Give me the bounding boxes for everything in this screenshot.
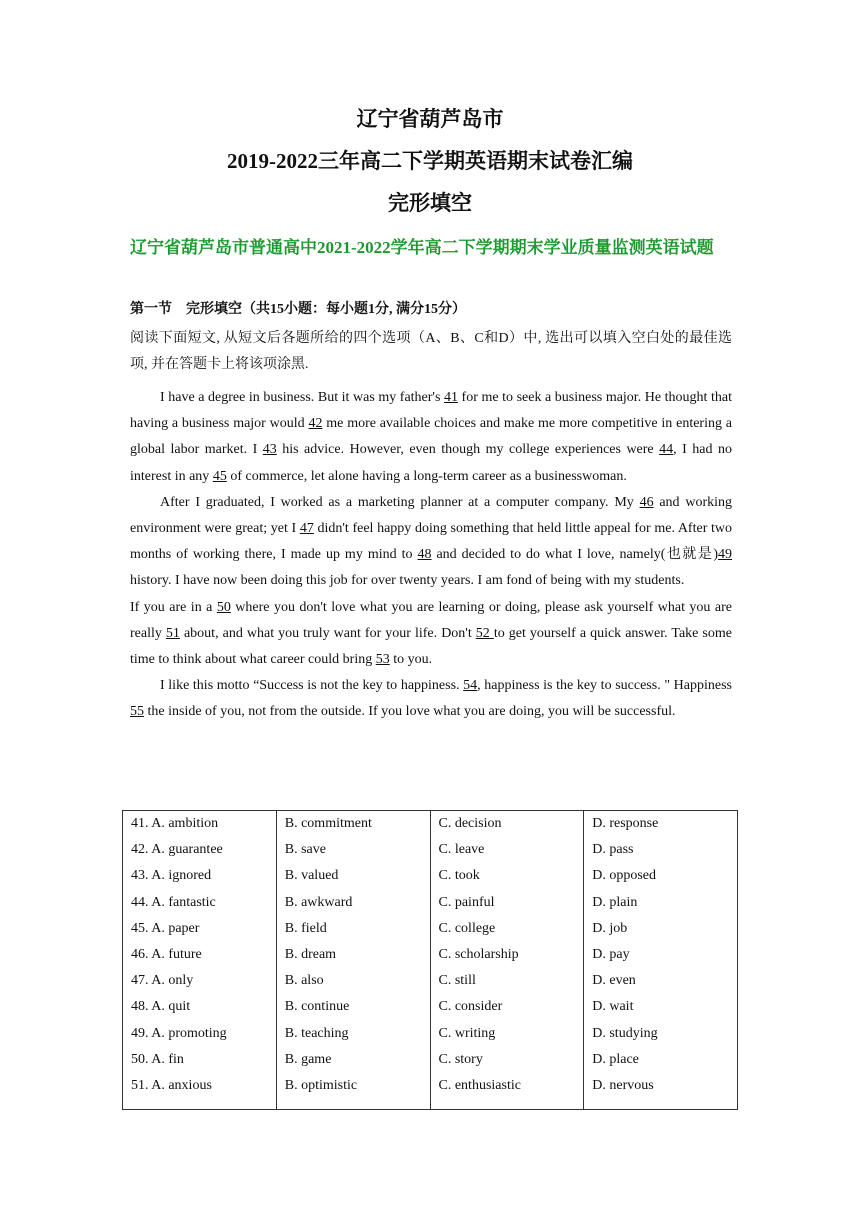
option-row [123, 942, 738, 968]
option-cell: 50. A. fin [123, 1047, 277, 1073]
option-cell: D. pay [584, 942, 738, 968]
passage-text: and working environment were great; yet I [130, 494, 732, 537]
option-cell: 43. A. ignored [123, 863, 277, 889]
option-row [123, 968, 738, 994]
blank-number: 47 [299, 521, 314, 537]
passage-paragraph-1 [130, 385, 732, 490]
option-cell: 44. A. fantastic [123, 890, 277, 916]
passage-text: I have a degree in business. But it was my father's [160, 390, 444, 405]
option-cell: D. studying [584, 1021, 738, 1047]
instructions: 阅读下面短文, 从短文后各题所给的四个选项（A、B、C和D）中, 选出可以填入空白处的最佳选项, 并在答题卡上将该项涂黑. [130, 331, 732, 372]
passage-text: for me to seek a business major. He thought that having a business major would [130, 390, 732, 432]
option-cell: C. story [430, 1047, 584, 1073]
option-row [123, 811, 738, 838]
passage-text: history. I have now been doing this job for over twenty years. I am fond of being with my students. [130, 573, 685, 589]
option-cell: 48. A. quit [123, 994, 277, 1020]
option-cell: B. game [276, 1047, 430, 1073]
option-cell: 47. A. only [123, 968, 277, 994]
option-cell: 41. A. ambition [123, 811, 277, 838]
doc-title-main: 2019-2022三年高二下学期英语期末试卷汇编 [227, 149, 633, 173]
option-cell: B. commitment [276, 811, 430, 838]
option-cell: D. nervous [584, 1073, 738, 1110]
blank-number: 49 [718, 547, 732, 563]
option-cell: 42. A. guarantee [123, 837, 277, 863]
passage-text: , I had no interest in any [130, 442, 732, 484]
option-cell: C. decision [430, 811, 584, 838]
option-cell: D. pass [584, 837, 738, 863]
option-cell: B. valued [276, 863, 430, 889]
option-cell: D. job [584, 916, 738, 942]
passage-text: I like this motto “Success is not the key to happiness. [160, 678, 464, 694]
option-cell: B. dream [276, 942, 430, 968]
passage-text: After I graduated, I worked as a marketing planner at a computer company. My [160, 494, 640, 510]
option-cell: D. plain [584, 890, 738, 916]
option-cell: C. still [430, 968, 584, 994]
blank-number: 46 [639, 494, 654, 510]
option-cell: C. enthusiastic [430, 1073, 584, 1110]
option-cell: B. awkward [276, 890, 430, 916]
blank-number: 55 [130, 704, 144, 720]
blank-number: 48 [417, 547, 432, 563]
doc-title-topic: 完形填空 [388, 191, 472, 215]
passage-text: to you. [389, 652, 433, 668]
blank-number: 54 [463, 678, 478, 694]
blank-number: 45 [212, 468, 227, 484]
option-row [123, 890, 738, 916]
option-row [123, 1021, 738, 1047]
option-cell: C. painful [430, 890, 584, 916]
passage-paragraph-3 [130, 595, 732, 674]
passage-text: of commerce, let alone having a long-term career as a businesswoman. [226, 468, 627, 484]
option-row [123, 994, 738, 1020]
passage-text: , happiness is the key to success. " Happiness [477, 678, 732, 694]
option-cell: C. leave [430, 837, 584, 863]
part-heading: 第一节 完形填空（共15小题：每小题1分, 满分15分） [130, 302, 466, 317]
option-cell: B. continue [276, 994, 430, 1020]
passage-text: where you don't love what you are learning or doing, please ask yourself what you are really [130, 599, 732, 641]
passage-text: about, and what you truly want for your life. Don't [179, 625, 476, 641]
option-cell: D. wait [584, 994, 738, 1020]
option-cell: C. writing [430, 1021, 584, 1047]
option-cell: B. optimistic [276, 1073, 430, 1110]
exam-section-title: 辽宁省葫芦岛市普通高中2021-2022学年高二下学期期末学业质量监测英语试题 [130, 238, 714, 257]
blank-number: 53 [375, 652, 390, 668]
passage-paragraph-4 [130, 673, 732, 725]
option-cell: 45. A. paper [123, 916, 277, 942]
passage-text: If you are in a [130, 599, 217, 615]
option-row [123, 837, 738, 863]
options-table [122, 810, 738, 1110]
option-cell: D. even [584, 968, 738, 994]
passage-text: didn't feel happy doing something that held little appeal for me. After two months of working there, I made up my mind to [130, 521, 733, 563]
option-cell: D. place [584, 1047, 738, 1073]
doc-title-region: 辽宁省葫芦岛市 [356, 107, 504, 131]
option-row [123, 863, 738, 889]
option-row [123, 1073, 738, 1110]
option-cell: 51. A. anxious [123, 1073, 277, 1110]
passage-text: the inside of you, not from the outside. If you love what you are doing, you will be successful. [144, 704, 676, 720]
option-cell: B. field [276, 916, 430, 942]
blank-number: 43 [262, 442, 277, 458]
option-row [123, 916, 738, 942]
passage-text: and decided to do what I love, namely(也就是) [431, 547, 718, 563]
option-cell: C. college [430, 916, 584, 942]
option-cell: C. consider [430, 994, 584, 1020]
passage-paragraph-2 [130, 490, 732, 595]
option-cell: C. took [430, 863, 584, 889]
blank-number: 41 [443, 390, 458, 405]
option-cell: D. response [584, 811, 738, 838]
blank-number: 52 [475, 625, 494, 641]
option-cell: 46. A. future [123, 942, 277, 968]
option-row [123, 1047, 738, 1073]
option-cell: B. also [276, 968, 430, 994]
option-cell: D. opposed [584, 863, 738, 889]
passage-text: to get yourself a quick answer. Take some time to think about what career could bring [130, 625, 732, 668]
blank-number: 42 [308, 416, 323, 432]
cloze-passage [130, 385, 732, 726]
blank-number: 44 [659, 442, 674, 458]
blank-number: 51 [165, 625, 180, 641]
blank-number: 50 [216, 599, 231, 615]
option-cell: C. scholarship [430, 942, 584, 968]
passage-text: me more available choices and make me more competitive in entering a global labor market. I [130, 416, 732, 458]
option-cell: B. save [276, 837, 430, 863]
option-cell: B. teaching [276, 1021, 430, 1047]
passage-text: his advice. However, even though my college experiences were [276, 442, 660, 458]
option-cell: 49. A. promoting [123, 1021, 277, 1047]
